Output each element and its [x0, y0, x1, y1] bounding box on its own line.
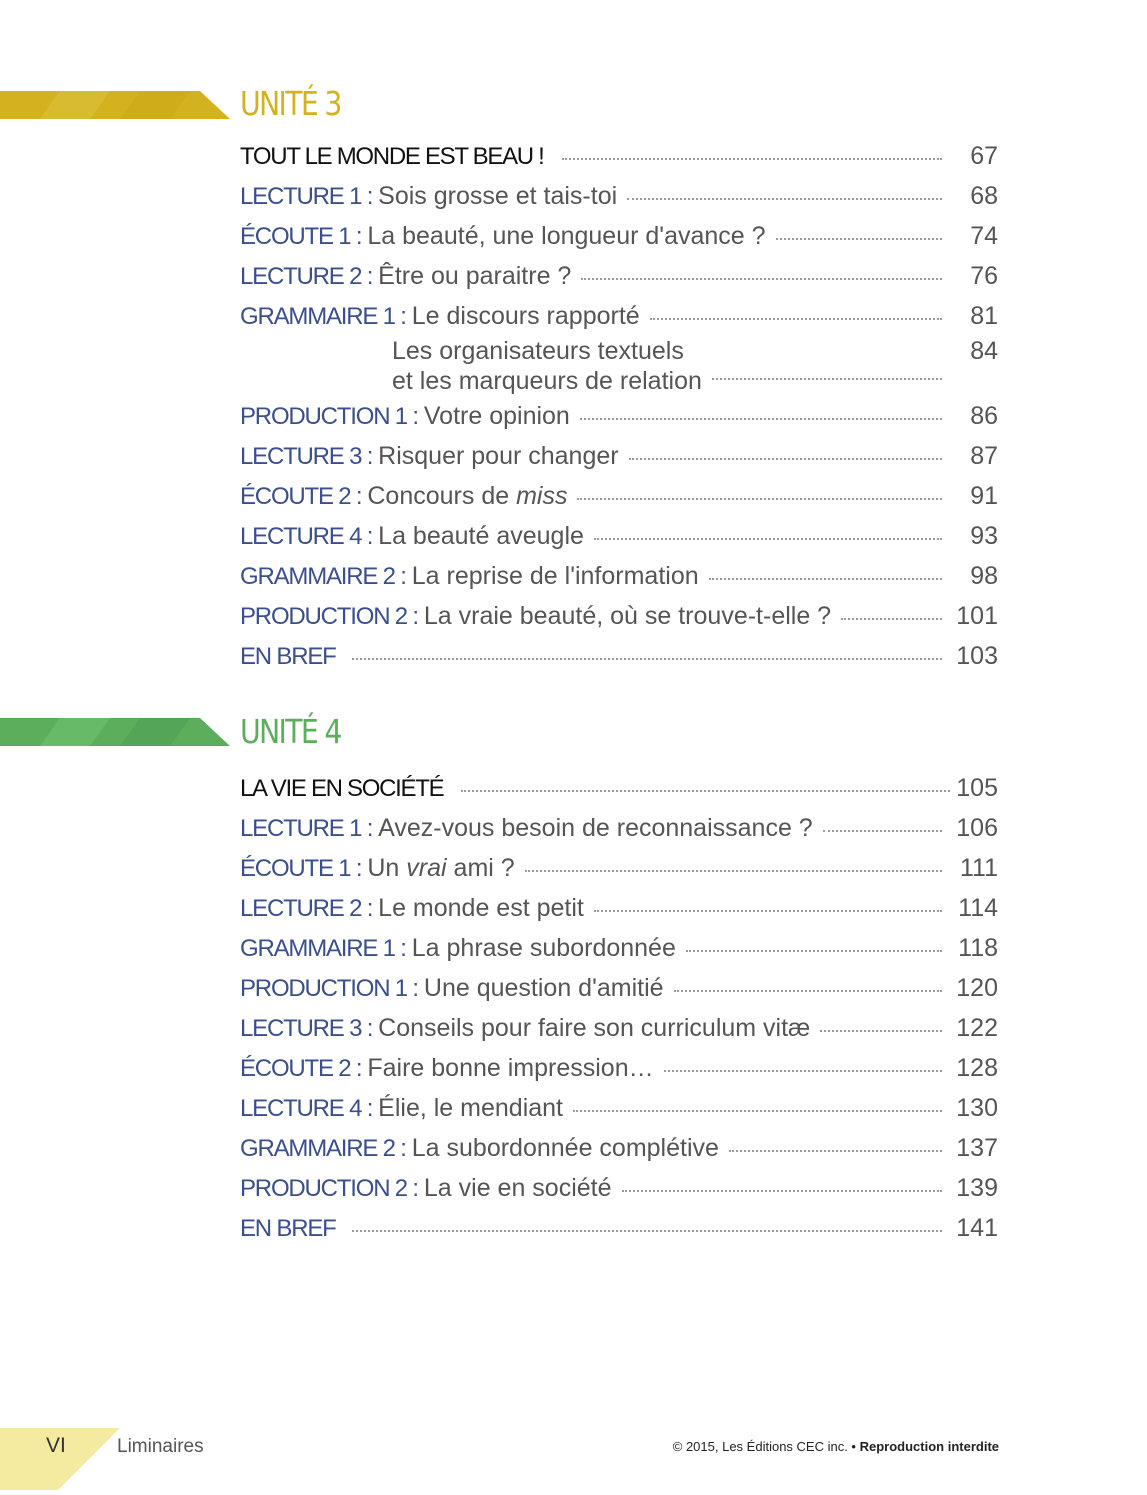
toc-entry[interactable]: [240, 636, 998, 676]
entry-label: ÉCOUTE 2 :: [240, 483, 362, 510]
entry-label: GRAMMAIRE 2 :: [240, 1135, 406, 1162]
unit3-heading: TOUT LE MONDE EST BEAU !: [240, 143, 544, 170]
toc-entry[interactable]: [240, 1088, 998, 1128]
toc-entry[interactable]: [240, 216, 998, 256]
unit4-heading: LA VIE EN SOCIÉTÉ: [240, 775, 444, 802]
toc-entry[interactable]: [240, 1168, 998, 1208]
toc-entry[interactable]: [240, 888, 998, 928]
leader: [686, 950, 942, 952]
unit3-band: [0, 91, 230, 119]
leader: [729, 1150, 942, 1152]
page-number: 74: [970, 222, 998, 250]
entry-title: Être ou paraitre ?: [378, 262, 572, 290]
entry-title: [240, 336, 702, 396]
toc-entry[interactable]: [240, 808, 998, 848]
leader: [461, 790, 950, 792]
entry-title: La phrase subordonnée: [411, 934, 676, 962]
entry-title: La vraie beauté, où se trouve-t-elle ?: [423, 602, 832, 630]
leader: [352, 658, 942, 660]
entry-title: Élie, le mendiant: [378, 1094, 563, 1122]
entry-label: PRODUCTION 1 :: [240, 403, 418, 430]
toc-entry[interactable]: [240, 256, 998, 296]
page-number: 139: [956, 1174, 998, 1202]
leader: [650, 318, 942, 320]
page-number: 67: [970, 142, 998, 170]
page-number: 122: [956, 1014, 998, 1042]
entry-label: LECTURE 4 :: [240, 523, 373, 550]
entry-title: [367, 476, 567, 516]
unit4-toc: [240, 768, 998, 1248]
leader: [581, 278, 942, 280]
reproduction-notice: Reproduction interdite: [859, 1439, 999, 1454]
leader: [664, 1070, 942, 1072]
page-number: 111: [959, 854, 998, 882]
entry-label: GRAMMAIRE 2 :: [240, 563, 406, 590]
toc-entry[interactable]: [240, 1008, 998, 1048]
entry-title: Faire bonne impression…: [367, 1054, 654, 1082]
page-number: 68: [970, 182, 998, 210]
entry-label: LECTURE 3 :: [240, 443, 373, 470]
toc-entry[interactable]: [240, 1048, 998, 1088]
entry-label: PRODUCTION 2 :: [240, 603, 418, 630]
entry-title-italic: miss: [516, 482, 568, 510]
entry-title: [367, 848, 514, 888]
entry-title: Sois grosse et tais-toi: [378, 182, 618, 210]
entry-title-line1: Les organisateurs textuels: [392, 337, 684, 365]
page-number: 103: [956, 642, 998, 670]
toc-entry[interactable]: [240, 928, 998, 968]
entry-title-italic: vrai: [406, 854, 447, 882]
toc-entry[interactable]: [240, 556, 998, 596]
leader: [712, 378, 942, 380]
leader: [594, 910, 942, 912]
entry-title: Le discours rapporté: [411, 302, 640, 330]
entry-title: Risquer pour changer: [378, 442, 619, 470]
leader: [841, 618, 942, 620]
leader: [709, 578, 942, 580]
page-number: 137: [956, 1134, 998, 1162]
page-number: 81: [970, 302, 998, 330]
entry-title-text-after: ami ?: [453, 854, 515, 882]
page-number: 105: [956, 774, 998, 802]
toc-entry[interactable]: [240, 476, 998, 516]
entry-label: GRAMMAIRE 1 :: [240, 935, 406, 962]
page-number: 84: [970, 337, 998, 365]
entry-label: GRAMMAIRE 1 :: [240, 303, 406, 330]
leader: [525, 870, 942, 872]
entry-title: La vie en société: [423, 1174, 612, 1202]
entry-label: ÉCOUTE 1 :: [240, 223, 362, 250]
entry-title: La beauté, une longueur d'avance ?: [367, 222, 766, 250]
entry-title: La subordonnée complétive: [411, 1134, 719, 1162]
entry-title: Avez-vous besoin de reconnaissance ?: [378, 814, 813, 842]
leader: [573, 1110, 942, 1112]
entry-title-line2: et les marqueurs de relation: [392, 367, 702, 395]
leader: [580, 418, 942, 420]
entry-title-text: Concours de: [367, 482, 510, 510]
entry-title: Conseils pour faire son curriculum vitæ: [378, 1014, 811, 1042]
toc-entry[interactable]: [240, 968, 998, 1008]
page-number: 114: [958, 894, 998, 922]
entry-title: La reprise de l'information: [411, 562, 699, 590]
unit4-band: [0, 718, 230, 746]
page-number: 86: [970, 402, 998, 430]
leader: [627, 198, 942, 200]
toc-entry[interactable]: [240, 1128, 998, 1168]
toc-entry[interactable]: [240, 516, 998, 556]
entry-label: ÉCOUTE 2 :: [240, 1055, 362, 1082]
entry-label: LECTURE 1 :: [240, 183, 373, 210]
leader: [352, 1230, 942, 1232]
leader: [622, 1190, 942, 1192]
entry-label: PRODUCTION 2 :: [240, 1175, 418, 1202]
page-number: 120: [956, 974, 998, 1002]
page-number: 76: [970, 262, 998, 290]
toc-entry[interactable]: [240, 396, 998, 436]
entry-label: LECTURE 2 :: [240, 263, 373, 290]
entry-title-text: Un: [367, 854, 400, 882]
page-number: 91: [970, 482, 998, 510]
copyright-notice: [673, 1439, 999, 1454]
entry-label: LECTURE 1 :: [240, 815, 373, 842]
entry-label: LECTURE 3 :: [240, 1015, 373, 1042]
copyright-text: © 2015, Les Éditions CEC inc. •: [672, 1439, 856, 1454]
entry-label: LECTURE 2 :: [240, 895, 373, 922]
entry-title: Votre opinion: [423, 402, 570, 430]
toc-entry[interactable]: [240, 1208, 998, 1248]
leader: [562, 158, 942, 160]
entry-label: EN BREF: [240, 643, 336, 670]
page-number: 128: [956, 1054, 998, 1082]
leader: [674, 990, 942, 992]
page-number: 118: [958, 934, 998, 962]
entry-title: Une question d'amitié: [423, 974, 664, 1002]
leader: [820, 1030, 942, 1032]
unit4-title: UNITÉ 4: [240, 712, 341, 751]
leader: [577, 498, 942, 500]
entry-title: La beauté aveugle: [378, 522, 584, 550]
leader: [629, 458, 942, 460]
entry-label: EN BREF: [240, 1215, 336, 1242]
toc-entry[interactable]: [240, 296, 998, 336]
toc-entry[interactable]: [240, 848, 998, 888]
leader: [776, 238, 942, 240]
toc-entry[interactable]: [240, 176, 998, 216]
toc-heading[interactable]: [240, 768, 998, 808]
leader: [823, 830, 942, 832]
leader: [594, 538, 942, 540]
page-number: 130: [956, 1094, 998, 1122]
toc-entry[interactable]: [240, 336, 998, 396]
page-number: 93: [970, 522, 998, 550]
entry-label: ÉCOUTE 1 :: [240, 855, 362, 882]
entry-label: PRODUCTION 1 :: [240, 975, 418, 1002]
unit3-toc: [240, 136, 998, 676]
page-number: 101: [956, 602, 998, 630]
toc-heading[interactable]: [240, 136, 998, 176]
toc-entry[interactable]: [240, 596, 998, 636]
entry-title: Le monde est petit: [378, 894, 584, 922]
page-number: 106: [956, 814, 998, 842]
page-number-footer: VI: [46, 1434, 66, 1457]
section-name: Liminaires: [117, 1436, 204, 1457]
entry-label: LECTURE 4 :: [240, 1095, 373, 1122]
page-number: 141: [956, 1214, 998, 1242]
page-number: 87: [970, 442, 998, 470]
unit3-title: UNITÉ 3: [240, 84, 341, 123]
page-number: 98: [970, 562, 998, 590]
toc-entry[interactable]: [240, 436, 998, 476]
